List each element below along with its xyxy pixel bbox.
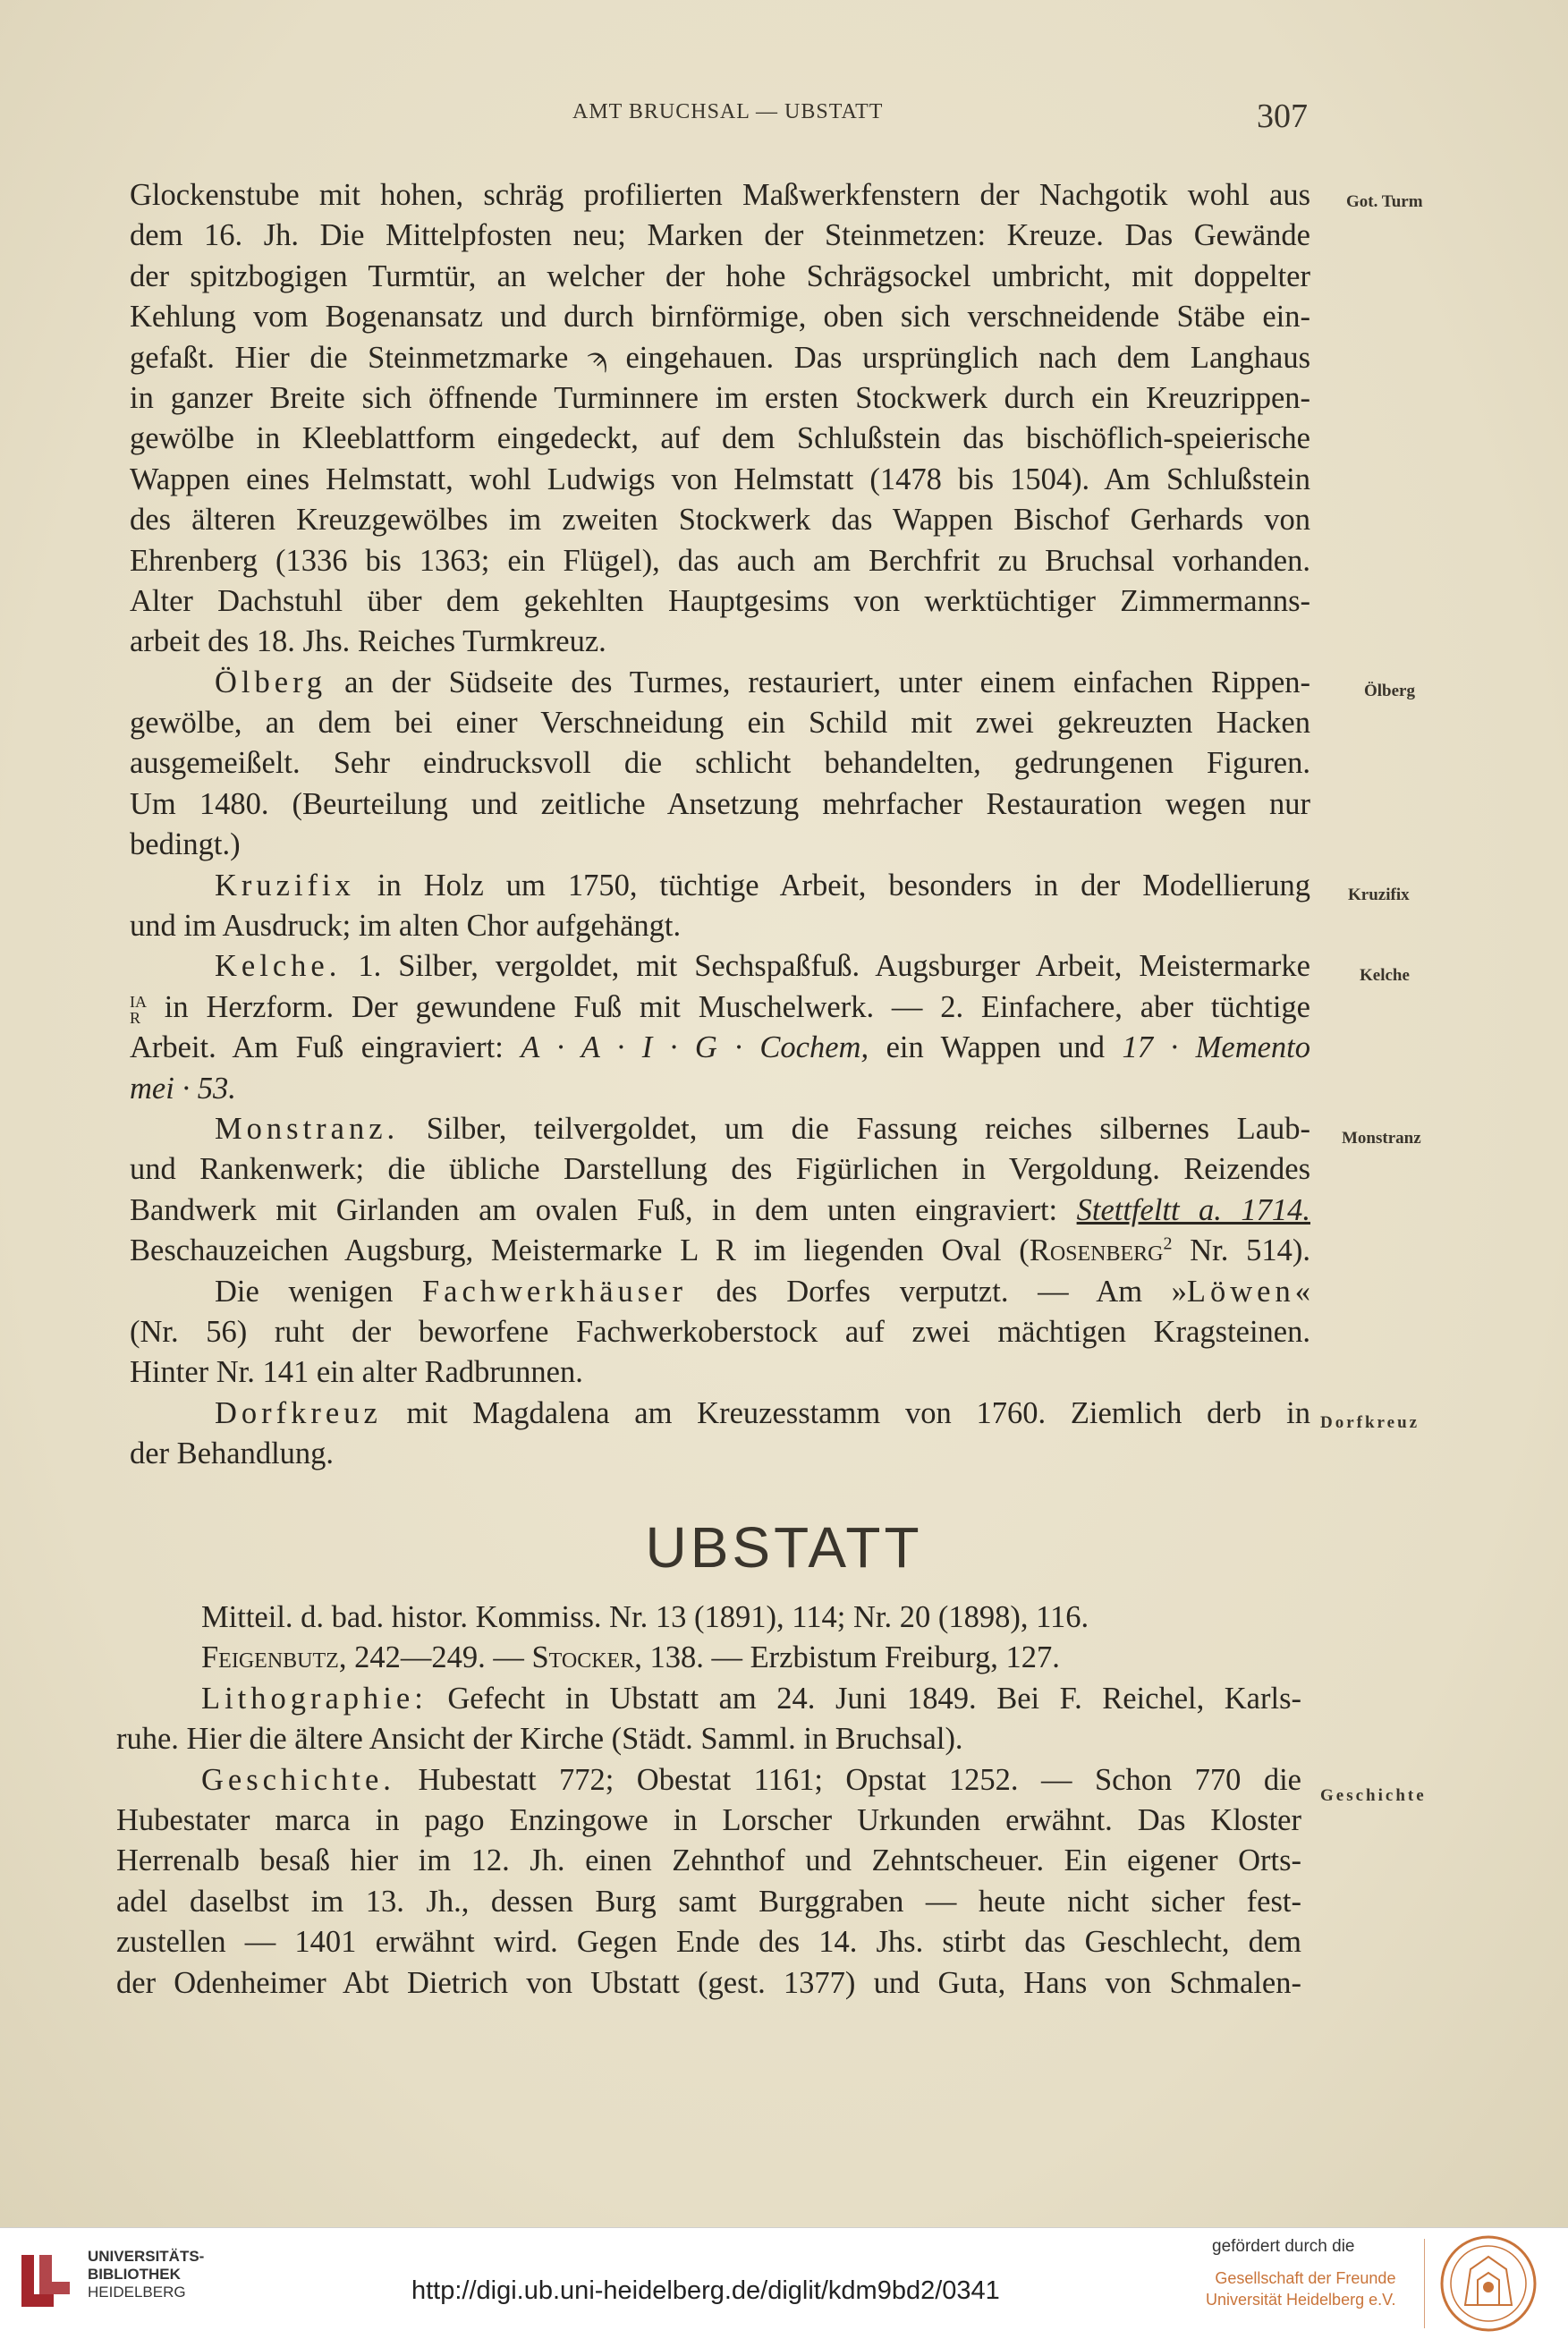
superscript: 2 [1163,1233,1173,1254]
margin-note-kelche: Kelche [1360,966,1410,985]
library-name-line: BIBLIOTHEK [88,2266,181,2283]
margin-note-dorfkreuz: Dorfkreuz [1320,1413,1420,1432]
text-line: bedingt.) [130,827,241,862]
footer-divider [1424,2239,1425,2328]
section-title: UBSTATT [645,1515,923,1580]
text-line [130,1028,1310,1068]
spaced-heading: Dorfkreuz [215,1395,382,1430]
library-name-line: HEIDELBERG [88,2284,186,2301]
body-text-ubstatt [116,1597,1301,2004]
page-header [0,97,1568,135]
text-line: und im Ausdruck; im alten Chor aufgehängt. [130,909,682,944]
text-span: Gefecht in Ubstatt am 24. Juni 1849. Bei F. Reichel, Karls- [427,1681,1301,1716]
mason-mark-icon: ϡ [584,339,610,377]
text-line: in ganzer Breite sich öffnende Turminnere im ersten Stockwerk durch ein Kreuzrippen- [130,380,1310,415]
text-line [130,946,1310,987]
text-line [130,663,1310,703]
footer-banner [0,2227,1568,2339]
text-line [116,1638,1301,1678]
text-line: (Nr. 56) ruht der beworfene Fachwerkoberstock auf zwei mächtigen Kragsteinen. [130,1314,1310,1349]
text-line [130,1272,1310,1312]
text-line [116,1760,1301,1801]
margin-note-kruzifix: Kruzifix [1348,886,1410,904]
text-span: « [1294,1274,1310,1309]
text-line: gewölbe in Kleeblattform eingedeckt, auf dem Schlußstein das bischöflich-speierische [130,421,1310,456]
text-line [116,1679,1301,1719]
text-span: , 138. — Erzbistum Freiburg, 127. [634,1640,1060,1675]
text-span: Nr. 514). [1172,1233,1310,1268]
text-span: gefaßt. Hier die Steinmetzmarke [130,340,569,375]
margin-note-olberg: Ölberg [1364,682,1415,700]
text-span: in Holz um 1750, tüchtige Arbeit, besonders in der Modellierung [354,868,1310,903]
text-line [130,866,1310,906]
spaced-heading: Ölberg [215,665,327,699]
text-span: in Herzform. Der gewundene Fuß mit Muschelwerk. — 2. Einfachere, aber tüchtige [147,989,1310,1024]
text-line: arbeit des 18. Jhs. Reiches Turmkreuz. [130,624,606,659]
text-line [130,1231,1310,1271]
spaced-heading: Löwen [1186,1274,1295,1309]
text-span: Die wenigen [215,1274,422,1309]
margin-note-geschichte: Geschichte [1320,1786,1427,1805]
university-library-logo-icon [14,2250,77,2312]
library-name-line: UNIVERSITÄTS- [88,2248,205,2265]
text-span: , 242—249. — [338,1640,532,1675]
sponsor-name [1206,2267,1395,2310]
text-line: Ehrenberg (1336 bis 1363; ein Flügel), das auch am Berchfrit zu Bruchsal vorhanden. [130,543,1310,578]
running-head: AMT BRUCHSAL — UBSTATT [572,100,884,123]
text-line: Herrenalb besaß hier im 12. Jh. einen Zehnthof und Zehntscheuer. Ein eigener Orts- [116,1843,1301,1878]
page-number: 307 [1257,97,1308,135]
text-line: Alter Dachstuhl über dem gekehlten Hauptgesims von werktüchtiger Zimmermanns- [130,583,1310,618]
text-line: der spitzbogigen Turmtür, an welcher der hohe Schrägsockel umbricht, mit doppelter [130,258,1310,293]
sponsor-name-line: Gesellschaft der Freunde [1215,2269,1396,2287]
spaced-heading: Lithographie: [201,1681,428,1716]
text-line [130,338,1310,378]
author-name: Feigenbutz [201,1640,339,1675]
text-span: ein Wappen und [869,1030,1123,1065]
text-line: und Rankenwerk; die übliche Darstellung des Figürlichen in Vergoldung. Reizendes [130,1152,1310,1187]
text-line: zustellen — 1401 erwähnt wird. Gegen Ende des 14. Jhs. stirbt das Geschlecht, dem [116,1925,1301,1960]
text-span: an der Südseite des Turmes, restauriert, unter einem einfachen Rippen- [326,665,1310,699]
sponsor-label: gefördert durch die [1212,2237,1355,2256]
text-line: Um 1480. (Beurteilung und zeitliche Ansetzung mehrfacher Restauration wegen nur [130,786,1310,821]
university-seal-icon [1438,2233,1538,2334]
text-line: Glockenstube mit hohen, schräg profilierten Maßwerkfenstern der Nachgotik wohl aus [130,178,1310,212]
text-span: Beschauzeichen Augsburg, Meistermarke L R im liegenden Oval ( [130,1233,1030,1268]
text-line: der Behandlung. [130,1436,335,1471]
text-line: Wappen eines Helmstatt, wohl Ludwigs von Helmstatt (1478 bis 1504). Am Schlußstein [130,462,1310,496]
spaced-heading: Fachwerkhäuser [421,1274,688,1309]
master-mark [130,994,147,1026]
margin-note-monstranz: Monstranz [1342,1129,1421,1148]
spaced-heading: Monstranz. [215,1111,400,1146]
sponsor-name-line: Universität Heidelberg e.V. [1206,2291,1396,2309]
text-line: Kehlung vom Bogenansatz und durch birnförmige, oben sich verschneidende Stäbe ein- [130,300,1310,335]
permalink-url[interactable]: http://digi.ub.uni-heidelberg.de/diglit/kdm9bd2/0341 [411,2276,1000,2305]
text-line: der Odenheimer Abt Dietrich von Ubstatt (gest. 1377) und Guta, Hans von Schmalen- [116,1965,1301,2000]
spaced-heading: Geschichte. [201,1762,395,1797]
text-line: des älteren Kreuzgewölbes im zweiten Stockwerk das Wappen Bischof Gerhards von [130,503,1310,538]
text-span: Silber, teilvergoldet, um die Fassung reiches silbernes Laub- [399,1111,1310,1146]
text-line: dem 16. Jh. Die Mittelpfosten neu; Marken der Steinmetzen: Kreuze. Das Gewände [130,218,1310,253]
text-line: gewölbe, an dem bei einer Verschneidung ein Schild mit zwei gekreuzten Hacken [130,706,1310,741]
spaced-heading: Kelche. [215,949,342,984]
text-line [130,1394,1310,1434]
text-span: mit Magdalena am Kreuzesstamm von 1760. Ziemlich derb in [381,1395,1310,1430]
body-text [130,175,1310,1475]
library-name [88,2248,204,2301]
author-name: Rosenberg [1029,1233,1164,1268]
text-line: mei · 53. [130,1071,236,1106]
inscription: A · A · I · G · Cochem, [521,1030,869,1065]
text-line: adel daselbst im 13. Jh., dessen Burg samt Burggraben — heute nicht sicher fest- [116,1884,1301,1919]
text-span: Bandwerk mit Girlanden am ovalen Fuß, in dem unten eingraviert: [130,1192,1077,1227]
text-span: 1. Silber, vergoldet, mit Sechspaßfuß. Augsburger Arbeit, Meistermarke [341,949,1310,984]
text-line [130,1109,1310,1149]
text-line: Hubestater marca in pago Enzingowe in Lorscher Urkunden erwähnt. Das Kloster [116,1802,1301,1837]
master-mark-bottom: R [130,1008,141,1027]
inscription: 17 · Memento [1122,1030,1310,1065]
text-line: ruhe. Hier die ältere Ansicht der Kirche (Städt. Samml. in Bruchsal). [116,1722,963,1757]
text-line: Hinter Nr. 141 ein alter Radbrunnen. [130,1355,583,1390]
margin-note-got-turm: Got. Turm [1346,192,1423,211]
text-span: Hubestatt 772; Obestat 1161; Opstat 1252. — Schon 770 die [394,1762,1301,1797]
text-line [130,1191,1310,1231]
text-line [130,987,1310,1028]
author-name: Stocker [531,1640,635,1675]
text-line: ausgemeißelt. Sehr eindrucksvoll die schlicht behandelten, gedrungenen Figuren. [130,746,1310,781]
text-span: des Dorfes verputzt. — Am » [687,1274,1187,1309]
inscription: Stettfeltt a. 1714. [1076,1192,1310,1227]
text-span: eingehauen. Das ursprünglich nach dem Langhaus [625,340,1310,375]
text-line: Mitteil. d. bad. histor. Kommiss. Nr. 13 (1891), 114; Nr. 20 (1898), 116. [201,1600,1089,1634]
master-mark-top: IA [130,992,147,1011]
text-span: Arbeit. Am Fuß eingraviert: [130,1030,504,1065]
spaced-heading: Kruzifix [215,868,355,903]
